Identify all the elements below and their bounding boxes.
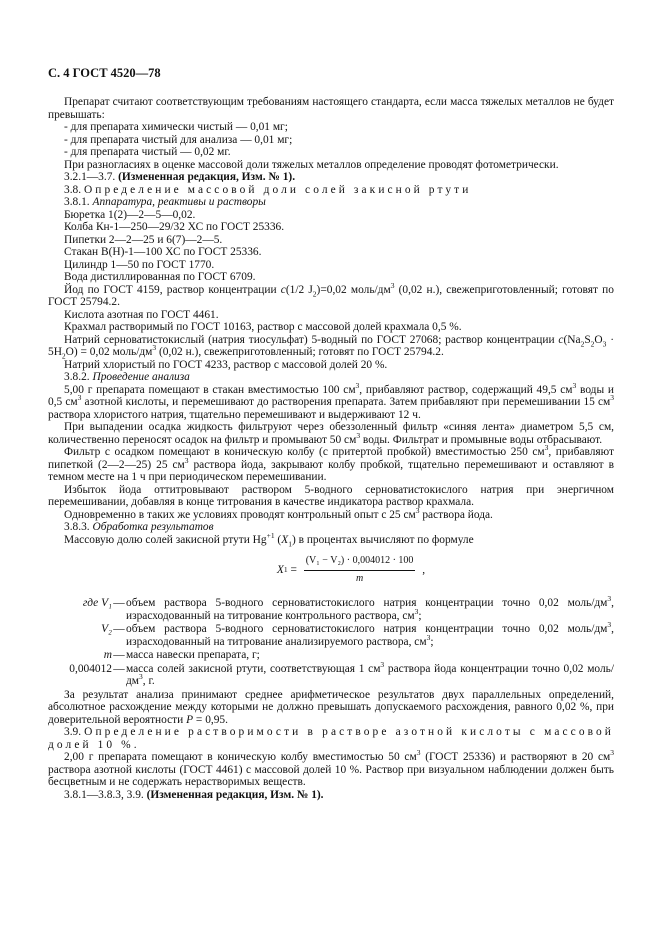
- text-run: +1: [266, 530, 275, 540]
- text-run: S: [584, 333, 591, 346]
- paragraph: [48, 321, 614, 334]
- text-run: ) в процентах вычисляют по формуле: [291, 533, 474, 546]
- text-run: раствора хлористого натрия, тщательно перемешивают и выдерживают 12 ч.: [48, 408, 421, 421]
- text-run: 3: [77, 393, 82, 403]
- text-run: Избыток йода оттитровывают раствором 5-водного серноватистокислого натрия при энергичном перемешивании, добавляя в конце титрования в качестве индикатора раствор крахмала.: [48, 483, 614, 508]
- text-run: 3: [356, 430, 361, 440]
- text-run: , г.: [142, 675, 155, 687]
- text-run: масса навески препарата, г;: [126, 649, 260, 661]
- text-run: , прибавляют раствор, содержащий 49,5 см: [359, 383, 573, 396]
- text-run: 3.8.: [64, 183, 84, 196]
- text-run: Определение растворимости в растворе азотной кислоты с массовой долей 10 %.: [48, 726, 615, 751]
- text-run: раствора йода, закрывают колбу пробкой, тщательно перемешивают и оставляют в темном месте на 1 ч при периодическом перемешивании.: [48, 458, 614, 483]
- text-run: 3: [610, 393, 614, 403]
- paragraph: [48, 209, 614, 222]
- text-run: c: [280, 283, 286, 296]
- paragraph: [48, 96, 614, 121]
- text-run: Препарат считают соответствующим требованиям настоящего стандарта, если масса тяжелых металлов не будет превышать:: [48, 96, 614, 121]
- definition-text: [126, 649, 614, 662]
- text-run: Определение массовой доли солей закисной ртути: [83, 183, 472, 196]
- text-run: O) = 0,02 моль/дм: [65, 346, 153, 358]
- text-run: Вода дистиллированная по ГОСТ 6709.: [64, 271, 256, 283]
- text-run: X: [281, 533, 289, 546]
- section-body-2: [48, 689, 614, 802]
- definition-dash: —: [113, 649, 125, 661]
- text-run: (ГОСТ 25336) и растворяют в 20 см: [420, 751, 611, 763]
- text-run: 2: [61, 351, 66, 361]
- text-run: При разногласиях в оценке массовой доли тяжелых металлов определение проводят фотометрически.: [64, 158, 559, 171]
- text-run: 3: [416, 748, 421, 758]
- text-run: 3: [544, 443, 549, 453]
- text-run: Натрий серноватистокислый (натрия тиосульфат) 5-водный по ГОСТ 27068; раствор концентрации: [64, 333, 559, 346]
- text-run: Бюретка 1(2)—2—5—0,02.: [64, 208, 196, 221]
- text-run: воды и 0,5 см: [48, 383, 614, 408]
- text-run: c: [558, 333, 564, 346]
- definition-dash: —: [113, 597, 125, 609]
- paragraph: [48, 789, 614, 802]
- formula-tail: ,: [419, 563, 426, 576]
- definition-row: [48, 649, 614, 662]
- text-run: 3: [572, 380, 577, 390]
- text-run: (Измененная редакция, Изм. № 1).: [146, 788, 324, 801]
- text-run: Натрий хлористый по ГОСТ 4233, раствор с массовой долей 20 %.: [64, 358, 388, 371]
- text-run: , израсходованный на титрование анализируемого раствора, см: [126, 623, 614, 648]
- definition-dash: —: [113, 662, 125, 675]
- text-run: 3: [415, 505, 420, 515]
- paragraph: [48, 505, 614, 522]
- formula-fraction: [304, 555, 416, 585]
- page-header: С. 4 ГОСТ 4520—78: [48, 66, 161, 80]
- definition-text: [126, 620, 614, 648]
- text-run: 2: [312, 288, 317, 298]
- text-run: 3: [414, 606, 419, 616]
- text-run: раствора йода концентрации точно 0,02 моль/дм: [126, 662, 614, 687]
- text-run: ;: [430, 635, 434, 648]
- paragraph: [48, 371, 614, 384]
- text-run: 3: [602, 338, 607, 348]
- definition-text: [126, 594, 614, 622]
- paragraph: [48, 359, 614, 372]
- text-run: Проведение анализа: [92, 371, 190, 383]
- paragraph: [48, 184, 614, 197]
- paragraph: [48, 521, 614, 534]
- text-run: За результат анализа принимают среднее арифметическое результатов двух параллельных определений, абсолютное расхождение между которыми не должно превышать допускаемого расхождения, равного 0,02 %, при доверительной вероятности: [48, 688, 614, 726]
- text-run: Крахмал растворимый по ГОСТ 10163, раствор с массовой долей крахмала 0,5 %.: [64, 321, 462, 333]
- paragraph: [48, 380, 614, 422]
- paragraph: [48, 246, 614, 259]
- definition-term: где V₁: [82, 597, 112, 609]
- text-run: 3: [607, 620, 612, 630]
- text-run: При выпадении осадка жидкость фильтруют через обеззоленный фильтр «синяя лента» диаметром 5,5 см, количественно переносят осадок на фильтр и промывают 50 см: [48, 421, 614, 446]
- definition-row: [48, 594, 614, 622]
- text-run: 3.8.3.: [64, 521, 93, 533]
- text-run: )=0,02 моль/дм: [316, 283, 391, 296]
- text-run: 3.8.1—3.8.3, 3.9.: [64, 788, 147, 801]
- formula-lhs: X: [276, 563, 284, 576]
- paragraph: [48, 171, 614, 184]
- text-run: 2: [580, 338, 585, 348]
- definition-row: [48, 659, 614, 688]
- text-run: 3: [380, 659, 385, 669]
- text-run: 3.9.: [64, 726, 85, 738]
- text-run: раствора азотной кислоты (ГОСТ 4461) с массовой долей 10 %. Раствор при визуальном наблюдении должен быть бесцветным и не содержать нерастворимых веществ.: [48, 763, 614, 788]
- text-run: (0,02 н.), свежеприготовленный; готовят по ГОСТ 25794.2.: [48, 283, 614, 308]
- text-run: 3: [426, 632, 431, 642]
- text-run: 3: [184, 455, 189, 465]
- text-run: Стакан В(Н)-1—100 ХС по ГОСТ 25336.: [64, 246, 262, 258]
- formula-equals: =: [287, 563, 300, 576]
- paragraph: [48, 259, 614, 272]
- text-run: Кислота азотная по ГОСТ 4461.: [64, 308, 219, 321]
- definition-dash: —: [113, 623, 125, 635]
- definition-term: V₂: [101, 623, 112, 635]
- text-run: · 5H: [48, 333, 614, 358]
- formula-numerator: (V₁ − V₂) · 0,004012 · 100: [304, 555, 416, 571]
- definition-text: [126, 659, 614, 688]
- text-run: - для препарата чистый — 0,02 мг.: [64, 146, 231, 158]
- formula: X 1 = $\frac{\text{(V₁ − V₂) · 0,004012 · 100}}{m}$ ,: [276, 555, 426, 584]
- definition-row: [48, 620, 614, 648]
- text-run: , прибавляют пипеткой (2—2—25) 25 см: [48, 446, 614, 471]
- text-run: 3: [355, 380, 360, 390]
- paragraph: [48, 530, 614, 548]
- text-run: (0,02 н.), свежеприготовленный; готовят по ГОСТ 25794.2.: [156, 346, 444, 358]
- text-run: 3: [152, 343, 157, 353]
- paragraph: [48, 421, 614, 446]
- paragraph: [48, 689, 614, 727]
- definition-term: 0,004012: [69, 662, 112, 675]
- paragraph: [48, 334, 614, 359]
- text-run: масса солей закисной ртути, соответствующая 1 см: [126, 662, 381, 675]
- variable-definitions: [48, 594, 614, 688]
- paragraph: [48, 726, 614, 751]
- text-run: Пипетки 2—2—25 и 6(7)—2—5.: [64, 233, 223, 246]
- paragraph: [48, 748, 615, 789]
- section-body-1: [48, 96, 614, 546]
- paragraph: [48, 484, 614, 509]
- text-run: азотной кислоты, и перемешивают до растворения препарата. Затем прибавляют при перемешивании 15 см: [81, 396, 611, 408]
- text-run: (Na: [563, 333, 581, 346]
- text-run: 2: [590, 338, 595, 348]
- text-run: 3: [390, 280, 395, 290]
- text-run: 3: [607, 594, 612, 604]
- paragraph: [48, 196, 614, 209]
- text-run: (1/2 J: [285, 283, 313, 296]
- text-run: , израсходованный на титрование контрольного раствора, см: [126, 597, 614, 622]
- text-run: 3.2.1—3.7.: [64, 171, 119, 183]
- paragraph: [48, 221, 614, 234]
- text-run: (Измененная редакция, Изм. № 1).: [118, 171, 296, 183]
- text-run: 3: [610, 748, 615, 758]
- text-run: O: [594, 333, 603, 346]
- paragraph: [48, 134, 614, 147]
- text-run: 2,00 г препарата помещают в коническую колбу вместимостью 50 см: [64, 751, 417, 763]
- text-run: 5,00 г препарата помещают в стакан вместимостью 100 см: [64, 383, 356, 396]
- text-run: воды. Фильтрат и промывные воды отбрасывают.: [360, 433, 603, 446]
- text-run: Одновременно в таких же условиях проводят контрольный опыт с 25 см: [64, 508, 416, 521]
- text-run: ;: [418, 609, 422, 622]
- paragraph: [48, 443, 614, 484]
- text-run: Аппаратура, реактивы и растворы: [92, 196, 266, 208]
- text-run: Цилиндр 1—50 по ГОСТ 1770.: [64, 258, 215, 271]
- paragraph: [48, 280, 614, 309]
- text-run: Йод по ГОСТ 4159, раствор концентрации: [64, 283, 281, 296]
- text-run: Фильтр с осадком помещают в коническую колбу (с притертой пробкой) вместимостью 250 см: [64, 446, 545, 458]
- text-run: P: [186, 713, 194, 726]
- text-run: объем раствора 5-водного серноватистокислого натрия концентрации точно 0,02 моль/дм: [126, 597, 608, 609]
- text-run: (: [274, 533, 282, 546]
- text-run: Обработка результатов: [92, 521, 214, 533]
- paragraph: [48, 121, 614, 134]
- text-run: 1: [288, 538, 292, 548]
- text-run: - для препарата чистый для анализа — 0,01 мг;: [64, 133, 293, 146]
- text-run: 3: [139, 672, 143, 682]
- paragraph: [48, 146, 614, 159]
- document-body: [48, 96, 614, 801]
- formula-denominator: m: [355, 572, 364, 584]
- text-run: - для препарата химически чистый — 0,01 мг;: [64, 121, 288, 133]
- paragraph: [48, 309, 614, 322]
- text-run: Массовую долю солей закисной ртути Hg: [64, 533, 267, 546]
- definition-term: m: [103, 649, 112, 661]
- text-run: объем раствора 5-водного серноватистокислого натрия концентрации точно 0,02 моль/дм: [126, 623, 608, 635]
- paragraph: [48, 234, 614, 247]
- text-run: Колба Кн-1—250—29/32 ХС по ГОСТ 25336.: [64, 221, 285, 233]
- paragraph: [48, 271, 614, 284]
- text-run: раствора йода.: [419, 508, 493, 521]
- text-run: 3.8.2.: [64, 371, 93, 383]
- paragraph: [48, 159, 614, 172]
- text-run: 3.8.1.: [64, 196, 93, 208]
- text-run: = 0,95.: [193, 713, 228, 726]
